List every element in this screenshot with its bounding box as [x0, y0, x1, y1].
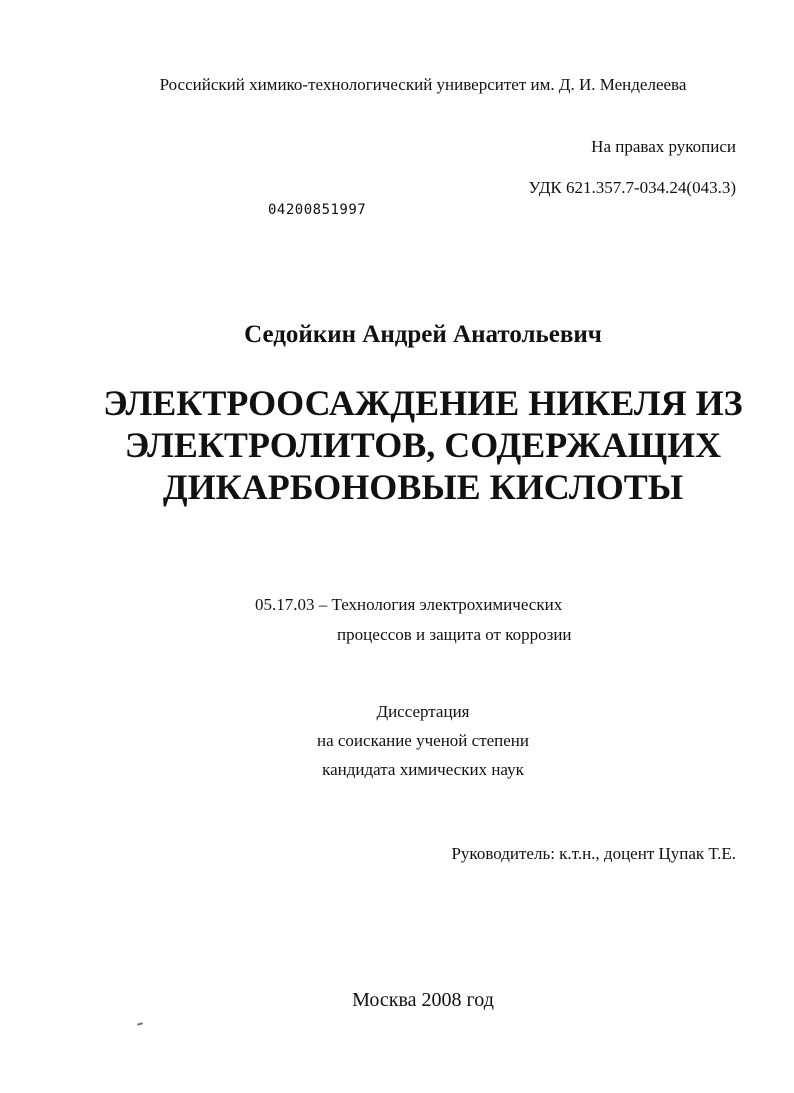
supervisor-line: Руководитель: к.т.н., доцент Цупак Т.Е. [451, 844, 736, 863]
title-line: ЭЛЕКТРООСАЖДЕНИЕ НИКЕЛЯ ИЗ [103, 383, 743, 423]
specialty-code-line: 05.17.03 – Технология электрохимических [255, 595, 563, 614]
title-line: ДИКАРБОНОВЫЕ КИСЛОТЫ [162, 467, 684, 507]
scan-speck [137, 1022, 143, 1025]
serial-number: 04200851997 [268, 202, 367, 218]
specialty-name-line: процессов и защита от коррозии [337, 625, 572, 644]
degree-line: на соискание ученой степени [316, 731, 530, 750]
udk-code: УДК 621.357.7-034.24(043.3) [528, 178, 736, 197]
degree-line: Диссертация [376, 702, 470, 721]
degree-line: кандидата химических наук [322, 760, 524, 779]
dissertation-title [0, 382, 794, 508]
city-year: Москва 2008 год [352, 989, 494, 1011]
rights-note: На правах рукописи [591, 137, 736, 156]
author-name: Седойкин Андрей Анатольевич [244, 321, 602, 348]
title-line: ЭЛЕКТРОЛИТОВ, СОДЕРЖАЩИХ [124, 425, 722, 465]
university-name: Российский химико-технологический университет им. Д. И. Менделеева [159, 75, 687, 94]
degree-statement [0, 697, 794, 784]
